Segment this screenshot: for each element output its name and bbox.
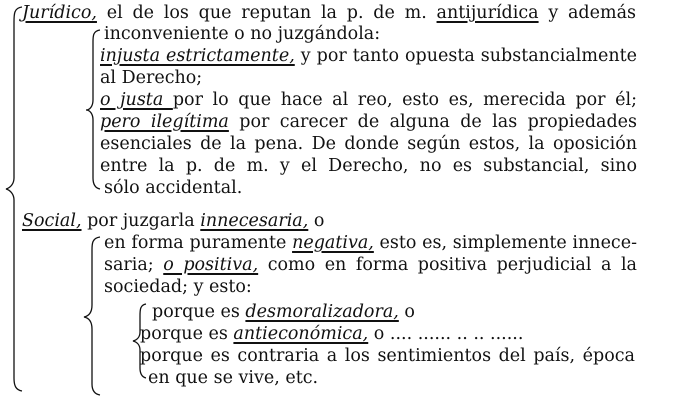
term-negativa: negativa, xyxy=(292,233,374,253)
social-line-6: porque es antieconómica, o .... ...... .. .. ...... xyxy=(140,324,524,344)
social-line-2: en forma puramente negativa, esto es, simplemente innece- xyxy=(104,233,638,253)
social-brace xyxy=(84,237,100,395)
term-desmoralizadora: desmoralizadora, xyxy=(245,302,399,322)
social-line-7: porque es contraria a los sentimientos del país, época xyxy=(140,346,635,366)
term-o-positiva: o positiva, xyxy=(163,255,259,275)
term-o-justa: o justa xyxy=(100,90,173,110)
term-antijuridica: antijurídica xyxy=(436,3,539,23)
juridico-line-7: esenciales de la pena. De donde según estos, la oposición xyxy=(100,134,637,154)
juridico-line-6: pero ilegítima por carecer de alguna de las propiedades xyxy=(100,112,638,132)
juridico-brace xyxy=(86,30,100,189)
social-line-8: en que se vive, etc. xyxy=(148,368,319,388)
juridico-line-4: al Derecho; xyxy=(100,68,203,88)
juridico-line-8: entre la p. de m. y el Derecho, no es substancial, sino xyxy=(100,156,637,176)
social-line-4: sociedad; y esto: xyxy=(104,277,252,297)
term-social: Social, xyxy=(22,211,82,231)
juridico-line-1: Jurídico, el de los que reputan la p. de m. antijurídica y además xyxy=(22,3,637,23)
outer-brace xyxy=(6,7,22,391)
juridico-line-3: injusta estrictamente, y por tanto opuesta substancialmente xyxy=(100,46,637,66)
term-innecesaria: innecesaria, xyxy=(200,211,309,231)
social-line-3: saria; o positiva, como en forma positiva perjudicial a la xyxy=(104,255,637,275)
term-juridico: Jurídico, xyxy=(22,3,97,23)
juridico-line-5: o justa por lo que hace al reo, esto es, merecida por él; xyxy=(100,90,637,110)
term-pero-ilegitima: pero ilegítima xyxy=(100,112,229,132)
juridico-line-9: sólo accidental. xyxy=(104,178,243,198)
term-injusta: injusta estrictamente, xyxy=(100,46,295,66)
social-line-5: porque es desmoralizadora, o xyxy=(152,302,415,322)
social-line-1: Social, por juzgarla innecesaria, o xyxy=(22,211,325,231)
juridico-line-2: inconveniente o no juzgándola: xyxy=(104,24,381,44)
term-antieconomica: antieconómica, xyxy=(233,324,369,344)
